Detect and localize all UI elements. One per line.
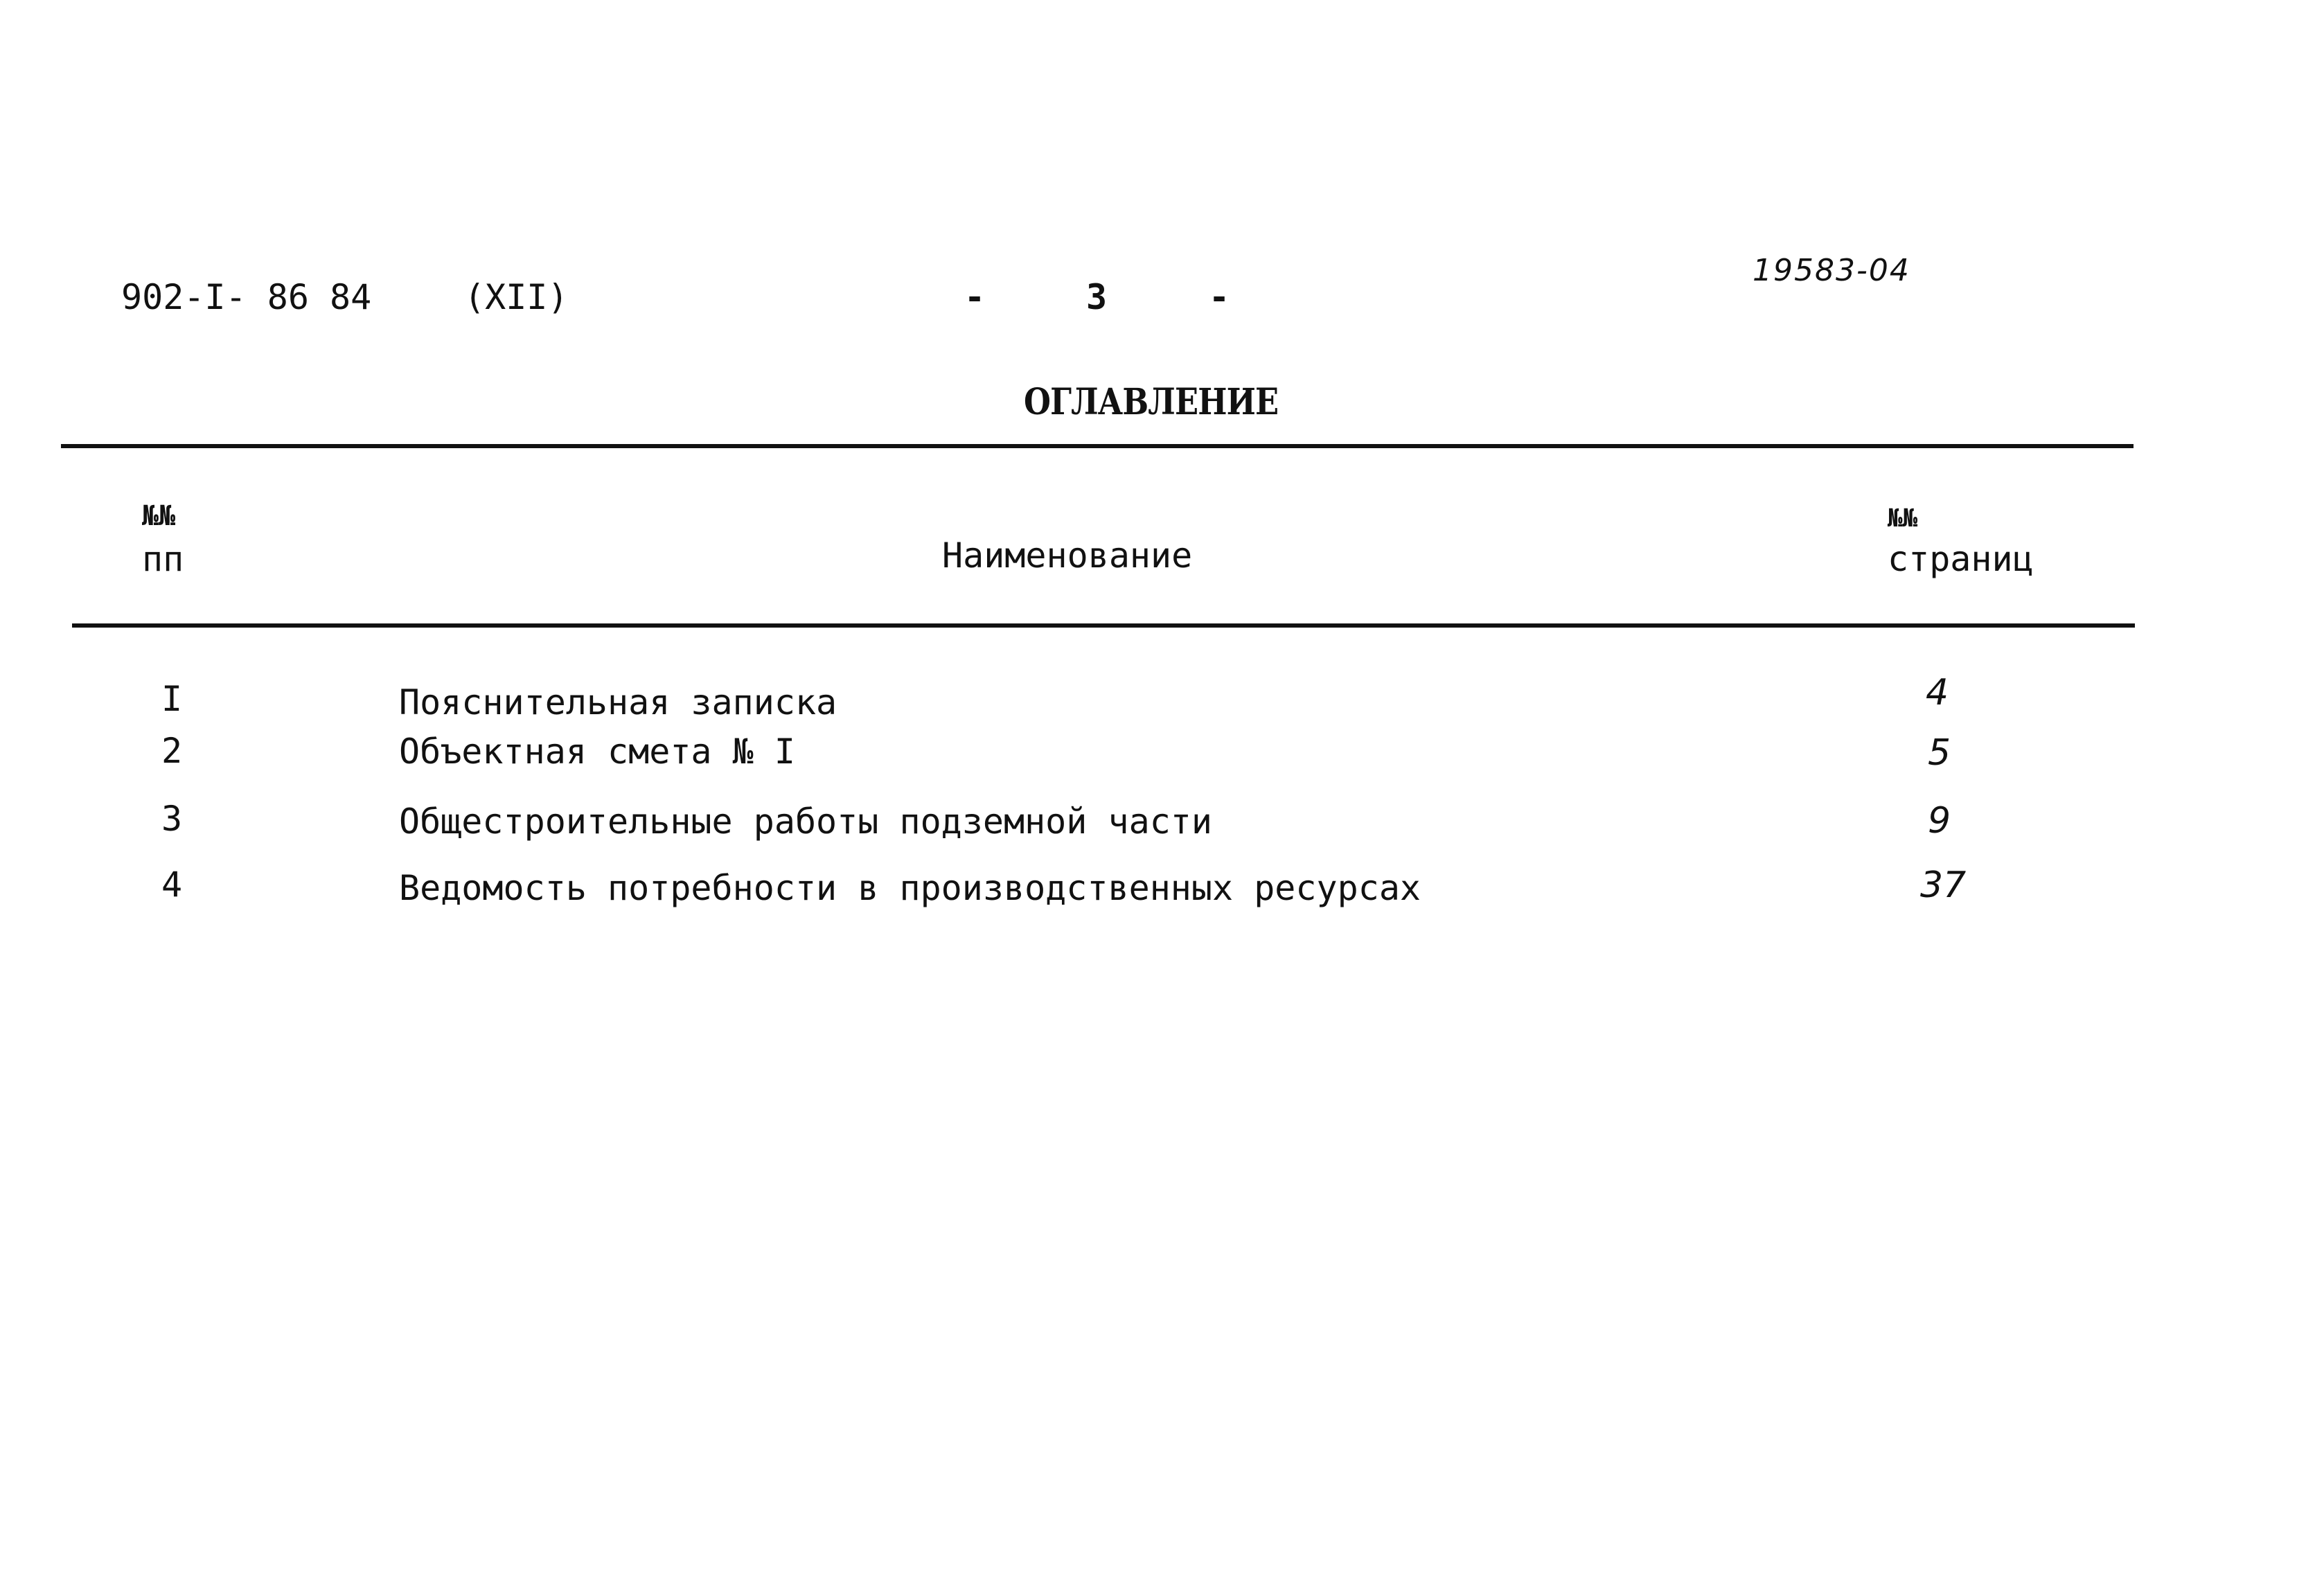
row-number: 3 (161, 799, 183, 839)
row-number: 2 (161, 731, 183, 771)
table-header-rule (72, 623, 2135, 628)
column-header-name: Наименование (942, 535, 1193, 576)
row-page: 4 (1926, 672, 1949, 713)
row-page: 37 (1920, 865, 1967, 906)
row-page: 5 (1928, 732, 1951, 774)
section-number: (XII) (464, 277, 569, 317)
column-header-number: пп (142, 539, 184, 579)
column-header-number-sign: №№ (142, 500, 176, 532)
row-name: Общестроительные работы подземной части (399, 801, 1212, 842)
row-number: 4 (161, 865, 183, 905)
table-top-rule (61, 444, 2134, 448)
row-name: Ведомость потребности в производственных ресурсах (399, 868, 1421, 908)
row-name: Пояснительная записка (399, 682, 837, 722)
column-header-pages: страниц (1888, 539, 2034, 579)
page-number-dash-left: - (964, 277, 986, 317)
row-page: 9 (1928, 800, 1951, 842)
row-number: I (161, 679, 183, 719)
column-header-page-sign: №№ (1888, 504, 1918, 533)
document-code: 902-I- 86 84 (121, 277, 372, 317)
inventory-number: 19583-04 (1753, 253, 1910, 288)
page-title: ОГЛАВЛЕНИЕ (1024, 381, 1279, 423)
page-number-dash-right: - (1209, 277, 1230, 317)
row-name: Объектная смета № I (399, 732, 795, 772)
page-number: 3 (1086, 277, 1108, 317)
